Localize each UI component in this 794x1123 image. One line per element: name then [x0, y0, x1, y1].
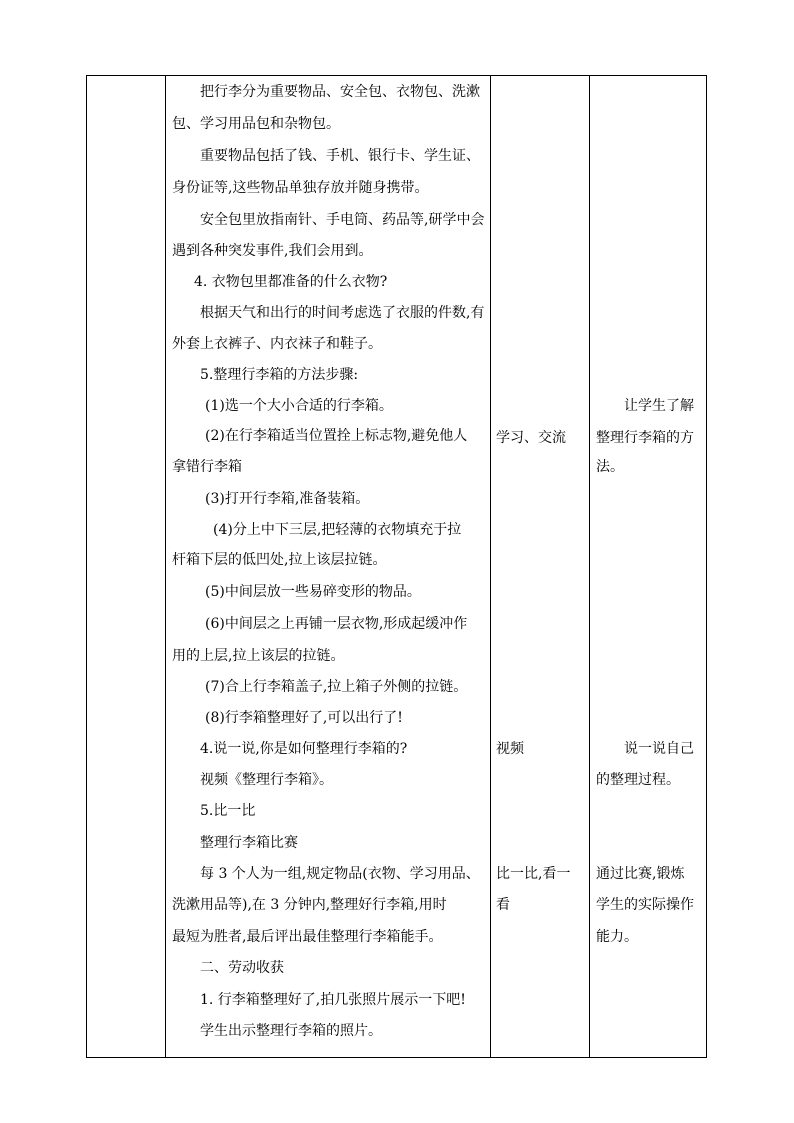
intent-line: 让学生了解 [624, 398, 694, 414]
column-divider [589, 76, 590, 1057]
content-line: (8)行李箱整理好了,可以出行了! [205, 710, 403, 726]
content-line: 重要物品包括了钱、手机、银行卡、学生证、 [200, 148, 480, 164]
content-line: (4)分上中下三层,把轻薄的衣物填充于拉 [213, 522, 462, 538]
content-line: 4. 衣物包里都准备的什么衣物? [194, 274, 388, 290]
intent-line: 整理行李箱的方 [596, 430, 694, 446]
intent-line: 法。 [596, 459, 624, 475]
content-line: 5.比一比 [200, 803, 256, 819]
intent-line: 通过比赛,锻炼 [596, 866, 685, 882]
intent-line: 说一说自己 [624, 741, 694, 757]
activity-line: 比一比,看一 [496, 866, 571, 882]
content-line: 视频《整理行李箱》。 [200, 772, 333, 788]
content-line: 整理行李箱比赛 [200, 835, 298, 851]
content-line: 遇到各种突发事件,我们会用到。 [172, 243, 373, 259]
content-line: 洗漱用品等),在 3 分钟内,整理好行李箱,用时 [172, 897, 447, 913]
content-line: (3)打开行李箱,准备装箱。 [205, 491, 370, 507]
content-line: (1)选一个大小合适的行李箱。 [205, 398, 393, 414]
content-line: 根据天气和出行的时间考虑选了衣服的件数,有 [200, 305, 485, 321]
activity-line: 学习、交流 [496, 430, 566, 446]
content-line: (5)中间层放一些易碎变形的物品。 [205, 584, 421, 600]
content-line: 杆箱下层的低凹处,拉上该层拉链。 [172, 552, 387, 568]
content-line: 包、学习用品包和杂物包。 [172, 116, 340, 132]
content-line: 身份证等,这些物品单独存放并随身携带。 [172, 180, 429, 196]
activity-line: 视频 [496, 741, 524, 757]
content-line: 每 3 个人为一组,规定物品(衣物、学习用品、 [200, 866, 480, 882]
activity-line: 看 [496, 897, 510, 913]
intent-line: 学生的实际操作 [596, 897, 694, 913]
intent-line: 的整理过程。 [596, 772, 680, 788]
intent-line: 能力。 [596, 929, 638, 945]
column-divider [490, 76, 491, 1057]
content-line: 把行李分为重要物品、安全包、衣物包、洗漱 [200, 84, 480, 100]
column-divider [165, 76, 166, 1057]
content-line: 最短为胜者,最后评出最佳整理行李箱能手。 [172, 929, 443, 945]
content-line: 外套上衣裤子、内衣袜子和鞋子。 [172, 336, 382, 352]
content-line: 用的上层,拉上该层的拉链。 [172, 648, 345, 664]
content-line: 4.说一说,你是如何整理行李箱的? [200, 741, 408, 757]
content-line: 二、劳动收获 [200, 960, 284, 976]
content-line: (6)中间层之上再铺一层衣物,形成起缓冲作 [205, 616, 468, 632]
content-line: (2)在行李箱适当位置拴上标志物,避免他人 [205, 428, 468, 444]
content-line: 学生出示整理行李箱的照片。 [200, 1023, 382, 1039]
content-line: 5.整理行李箱的方法步骤: [200, 367, 359, 383]
content-line: 安全包里放指南针、手电筒、药品等,研学中会 [200, 212, 485, 228]
content-line: 1. 行李箱整理好了,拍几张照片展示一下吧! [200, 992, 466, 1008]
content-line: (7)合上行李箱盖子,拉上箱子外侧的拉链。 [205, 679, 468, 695]
content-line: 拿错行李箱 [172, 459, 242, 475]
